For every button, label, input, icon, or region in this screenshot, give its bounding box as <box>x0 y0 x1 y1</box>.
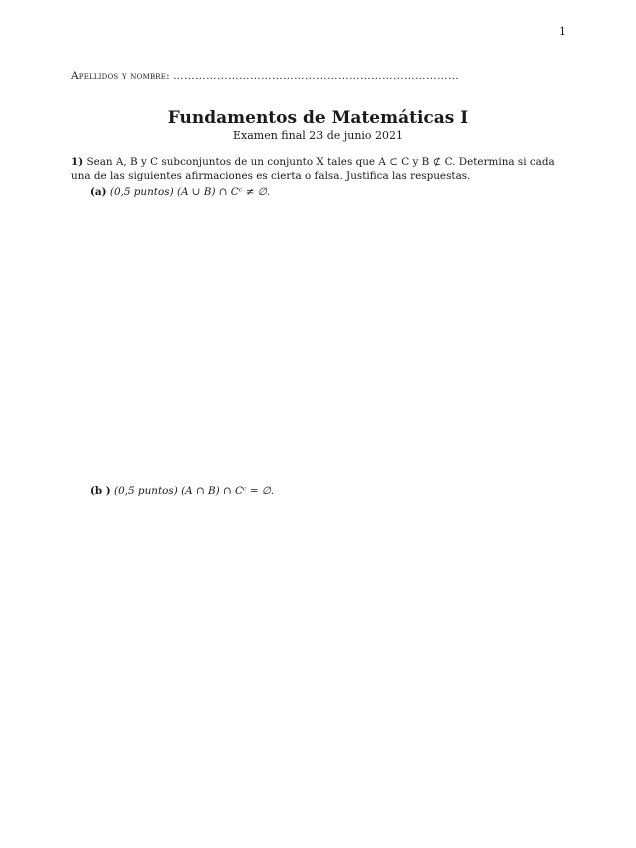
page-number: 1 <box>559 25 566 38</box>
part-a <box>90 186 270 198</box>
problem-text: Sean A, B y C subconjuntos de un conjunto X tales que A ⊂ C y B ⊄ C. Determina si cada una de las siguientes afirmaciones es cierta o falsa. Justifica las respuestas. <box>71 156 555 182</box>
part-b-label: (b ) <box>90 485 111 497</box>
name-field <box>71 70 566 82</box>
part-a-label: (a) <box>90 186 107 198</box>
exam-subtitle: Examen final 23 de junio 2021 <box>232 129 404 142</box>
name-field-dots: …………………………………………………………………… <box>173 70 460 82</box>
part-a-statement: (A ∪ B) ∩ Cᶜ ≠ ∅. <box>176 186 271 198</box>
exam-title: Fundamentos de Matemáticas I <box>167 108 469 128</box>
part-b-statement: (A ∩ B) ∩ Cᶜ = ∅. <box>181 485 275 497</box>
part-b <box>90 485 274 497</box>
name-field-label: Apellidos y nombre: <box>71 70 170 82</box>
problem-number: 1) <box>71 156 84 168</box>
part-a-points: (0,5 puntos) <box>109 186 174 198</box>
problem-1 <box>71 155 571 183</box>
part-b-points: (0,5 puntos) <box>114 485 178 497</box>
